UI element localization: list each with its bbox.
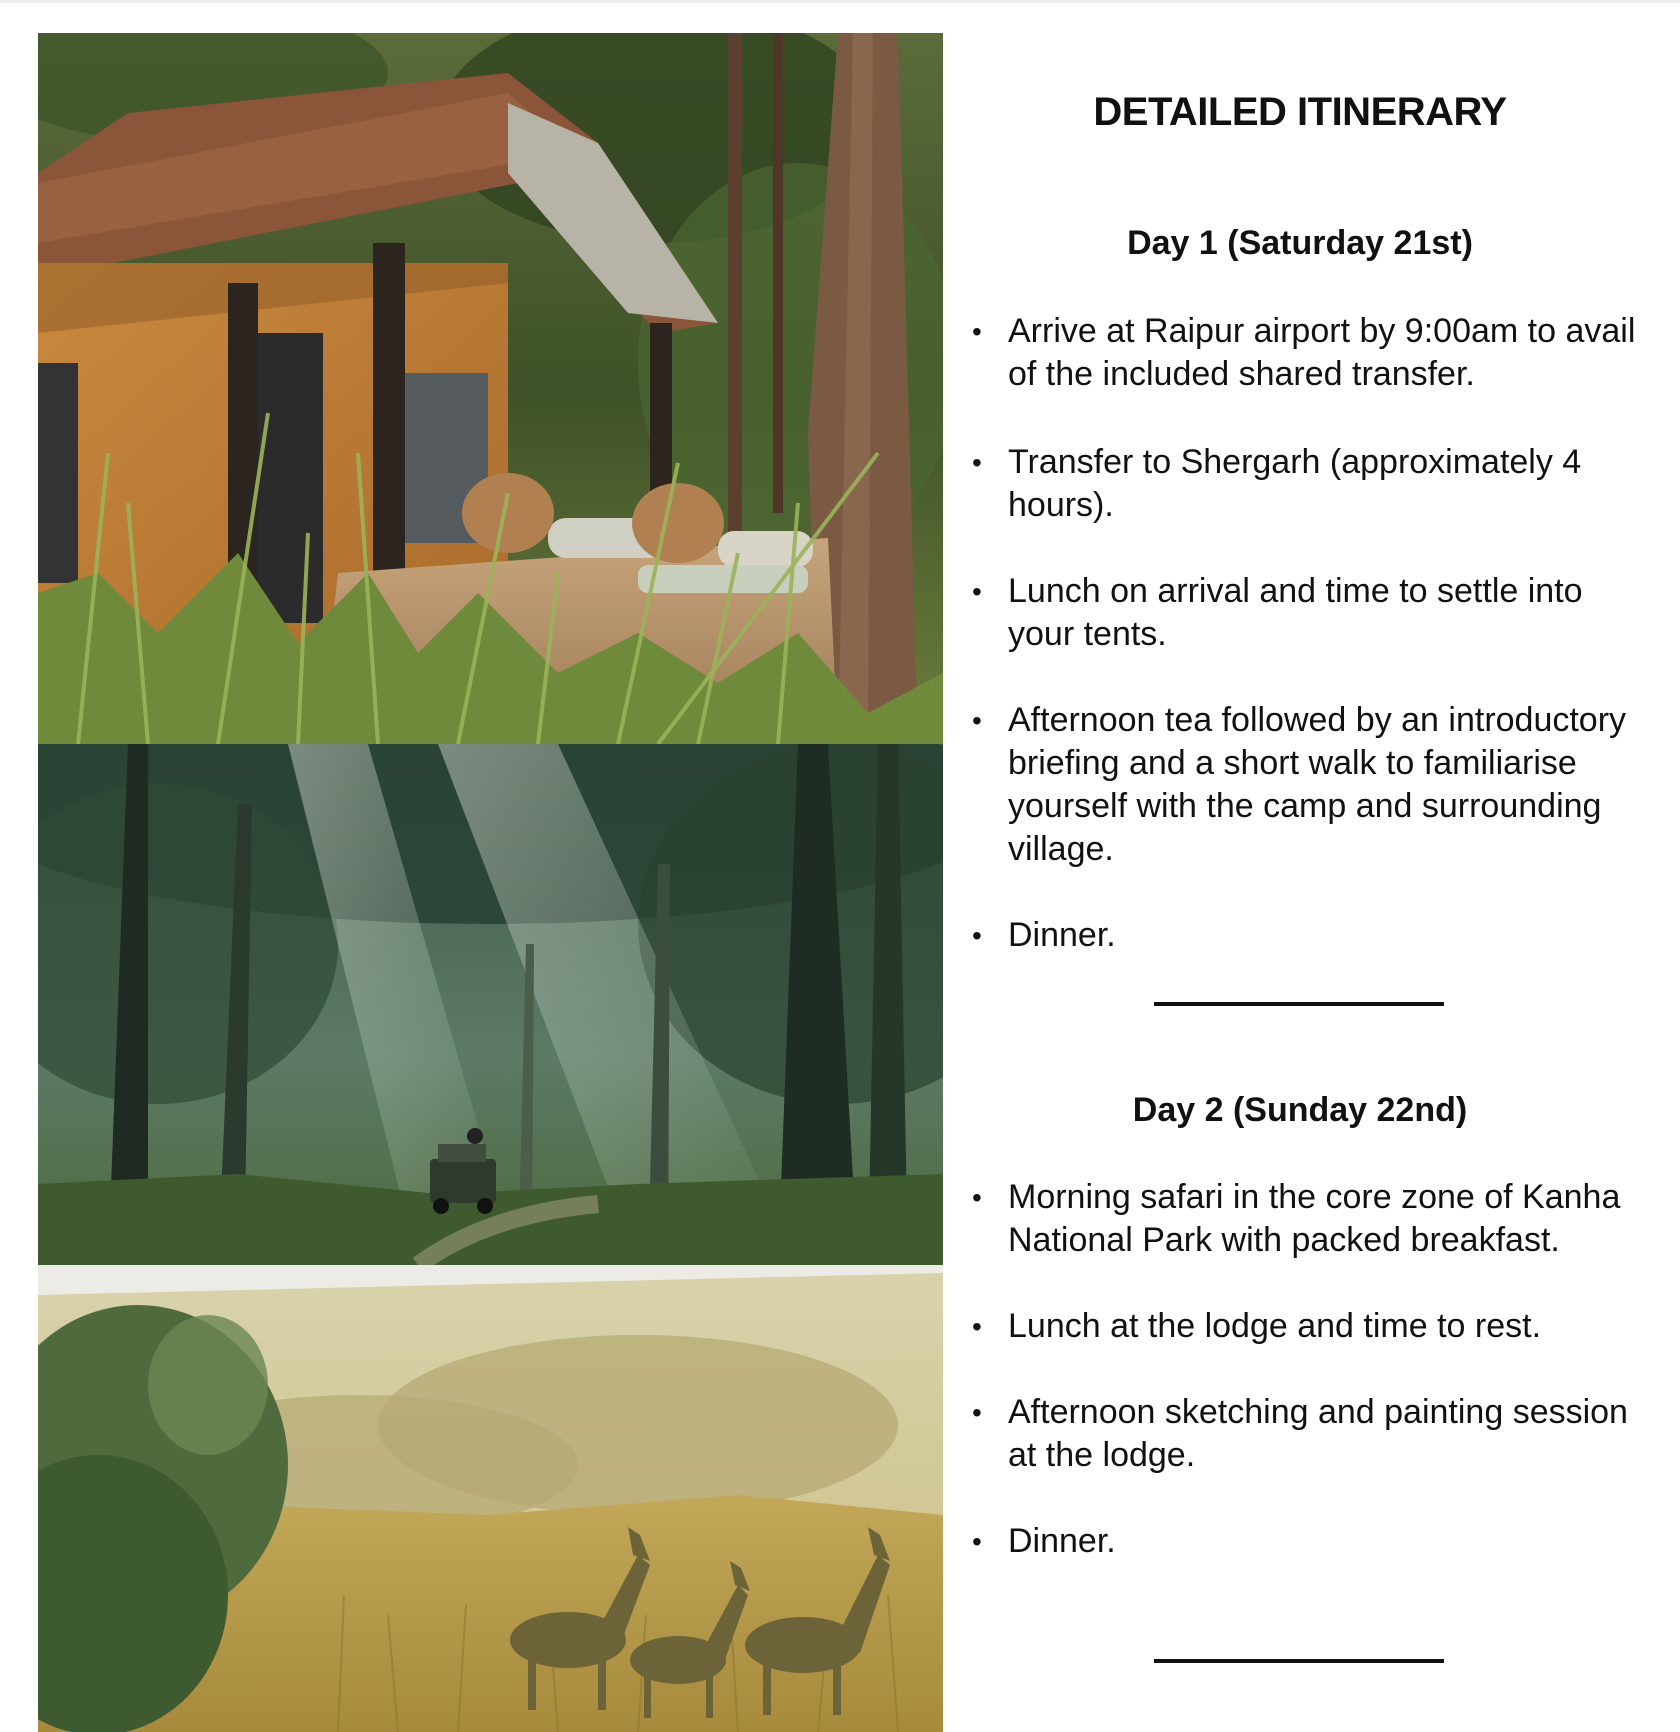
- itinerary-heading: DETAILED ITINERARY: [1093, 90, 1507, 134]
- day-2-title: Day 2 (Sunday 22nd): [1132, 1091, 1468, 1129]
- itinerary-text-column: [960, 0, 1660, 1732]
- list-item: [960, 699, 1640, 871]
- bullet-icon: •: [972, 1182, 982, 1213]
- list-item-text: Morning safari in the core zone of Kanha National Park with packed breakfast.: [1008, 1178, 1621, 1259]
- list-item-text: Afternoon sketching and painting session at the lodge.: [1008, 1393, 1628, 1474]
- list-item: [960, 1305, 1640, 1348]
- day-1-activity-list: [960, 310, 1640, 957]
- list-item-text: Dinner.: [1008, 1522, 1116, 1560]
- list-item: [960, 1520, 1640, 1563]
- list-item-text: Transfer to Shergarh (approximately 4 hours).: [1008, 443, 1582, 524]
- forest-safari-photo-image: [38, 744, 943, 1265]
- list-item-text: Afternoon tea followed by an introductory briefing and a short walk to familiarise yourself with the camp and surrounding village.: [1008, 701, 1627, 868]
- list-item: [960, 1176, 1640, 1262]
- list-item: [960, 1391, 1640, 1477]
- bullet-icon: •: [972, 576, 982, 607]
- forest-safari-photo: [38, 744, 943, 1265]
- bullet-icon: •: [972, 1526, 982, 1557]
- bullet-icon: •: [972, 316, 982, 347]
- bullet-icon: •: [972, 1397, 982, 1428]
- list-item-text: Lunch at the lodge and time to rest.: [1008, 1307, 1542, 1345]
- list-item-text: Arrive at Raipur airport by 9:00am to avail of the included shared transfer.: [1008, 312, 1636, 393]
- list-item: [960, 310, 1640, 396]
- tent-photo-image: [38, 33, 943, 744]
- bullet-icon: •: [972, 705, 982, 736]
- photo-column: [38, 33, 943, 1732]
- list-item-text: Dinner.: [1008, 916, 1116, 954]
- list-item-text: Lunch on arrival and time to settle into your tents.: [1008, 572, 1583, 653]
- day-2-activity-list: [960, 1176, 1640, 1563]
- tent-photo: [38, 33, 943, 744]
- list-item: [960, 570, 1640, 656]
- day-2-divider: [1154, 1659, 1444, 1663]
- bullet-icon: •: [972, 920, 982, 951]
- list-item: [960, 914, 1640, 957]
- bullet-icon: •: [972, 1311, 982, 1342]
- list-item: [960, 441, 1640, 527]
- watercolour-deer-painting: [38, 1265, 943, 1732]
- watercolour-deer-painting-image: [38, 1265, 943, 1732]
- bullet-icon: •: [972, 447, 982, 478]
- day-1-title: Day 1 (Saturday 21st): [1127, 224, 1473, 262]
- day-1-divider: [1154, 1002, 1444, 1006]
